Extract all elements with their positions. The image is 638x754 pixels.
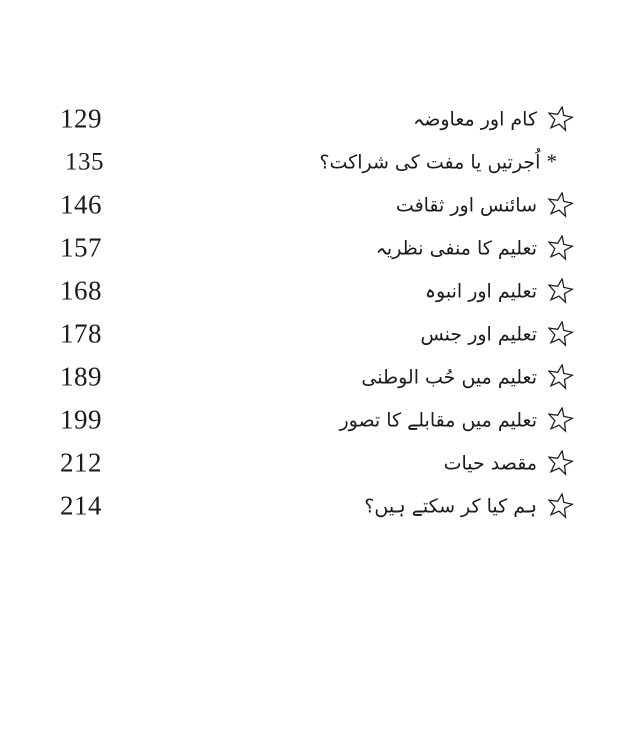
page-number: 135: [65, 148, 104, 175]
toc-row: [0, 140, 638, 183]
toc-entry-title: مقصد حیات: [443, 452, 537, 475]
toc-entry-title: تعلیم اور جنس: [420, 323, 537, 346]
page-number: 214: [60, 490, 102, 520]
toc-row: [0, 484, 638, 527]
toc-entry-title: تعلیم میں مقابلے کا تصور: [339, 409, 537, 432]
page-number: 199: [60, 404, 102, 434]
toc-entry-title: ہم کیا کر سکتے ہیں؟: [364, 495, 537, 518]
toc-row: [0, 183, 638, 226]
toc-entry: [364, 492, 537, 519]
toc-entry: [376, 234, 537, 261]
toc-entry-title: تعلیم اور انبوہ: [424, 280, 537, 303]
page-number: 129: [60, 103, 102, 133]
page-number: 189: [60, 361, 102, 391]
page-number: 146: [60, 189, 102, 219]
toc-row: [0, 398, 638, 441]
toc-entry-title: تعلیم کا منفی نظریہ: [375, 237, 537, 260]
toc-entry: [361, 363, 537, 390]
toc-entry-title: تعلیم میں حُب الوطنی: [361, 366, 537, 389]
toc-row: [0, 355, 638, 398]
toc-entry-title: سائنس اور ثقافت: [395, 194, 537, 217]
toc-entry-title: اُجرتیں یا مفت کی شراکت؟: [319, 151, 541, 174]
page-number: 178: [60, 318, 102, 348]
toc-row: [0, 441, 638, 484]
toc-entry: [319, 148, 557, 175]
toc-entry: [420, 320, 537, 347]
table-of-contents: [0, 97, 638, 527]
toc-row: [0, 269, 638, 312]
star-icon: [545, 189, 575, 219]
asterisk-marker: *: [546, 149, 557, 174]
star-icon: [545, 361, 575, 391]
toc-entry-title: کام اور معاوضہ: [413, 108, 537, 131]
toc-entry: [413, 105, 537, 132]
toc-row: [0, 97, 638, 140]
toc-entry: [396, 191, 537, 218]
toc-row: [0, 226, 638, 269]
toc-row: [0, 312, 638, 355]
toc-entry: [444, 449, 537, 476]
star-icon: [545, 232, 575, 262]
toc-entry: [425, 277, 537, 304]
star-icon: [545, 275, 575, 305]
star-icon: [545, 447, 575, 477]
star-icon: [545, 103, 575, 133]
page-number: 157: [60, 232, 102, 262]
star-icon: [545, 318, 575, 348]
page-number: 212: [60, 447, 102, 477]
toc-entry: [339, 406, 537, 433]
star-icon: [545, 404, 575, 434]
star-icon: [545, 490, 575, 520]
page-number: 168: [60, 275, 102, 305]
